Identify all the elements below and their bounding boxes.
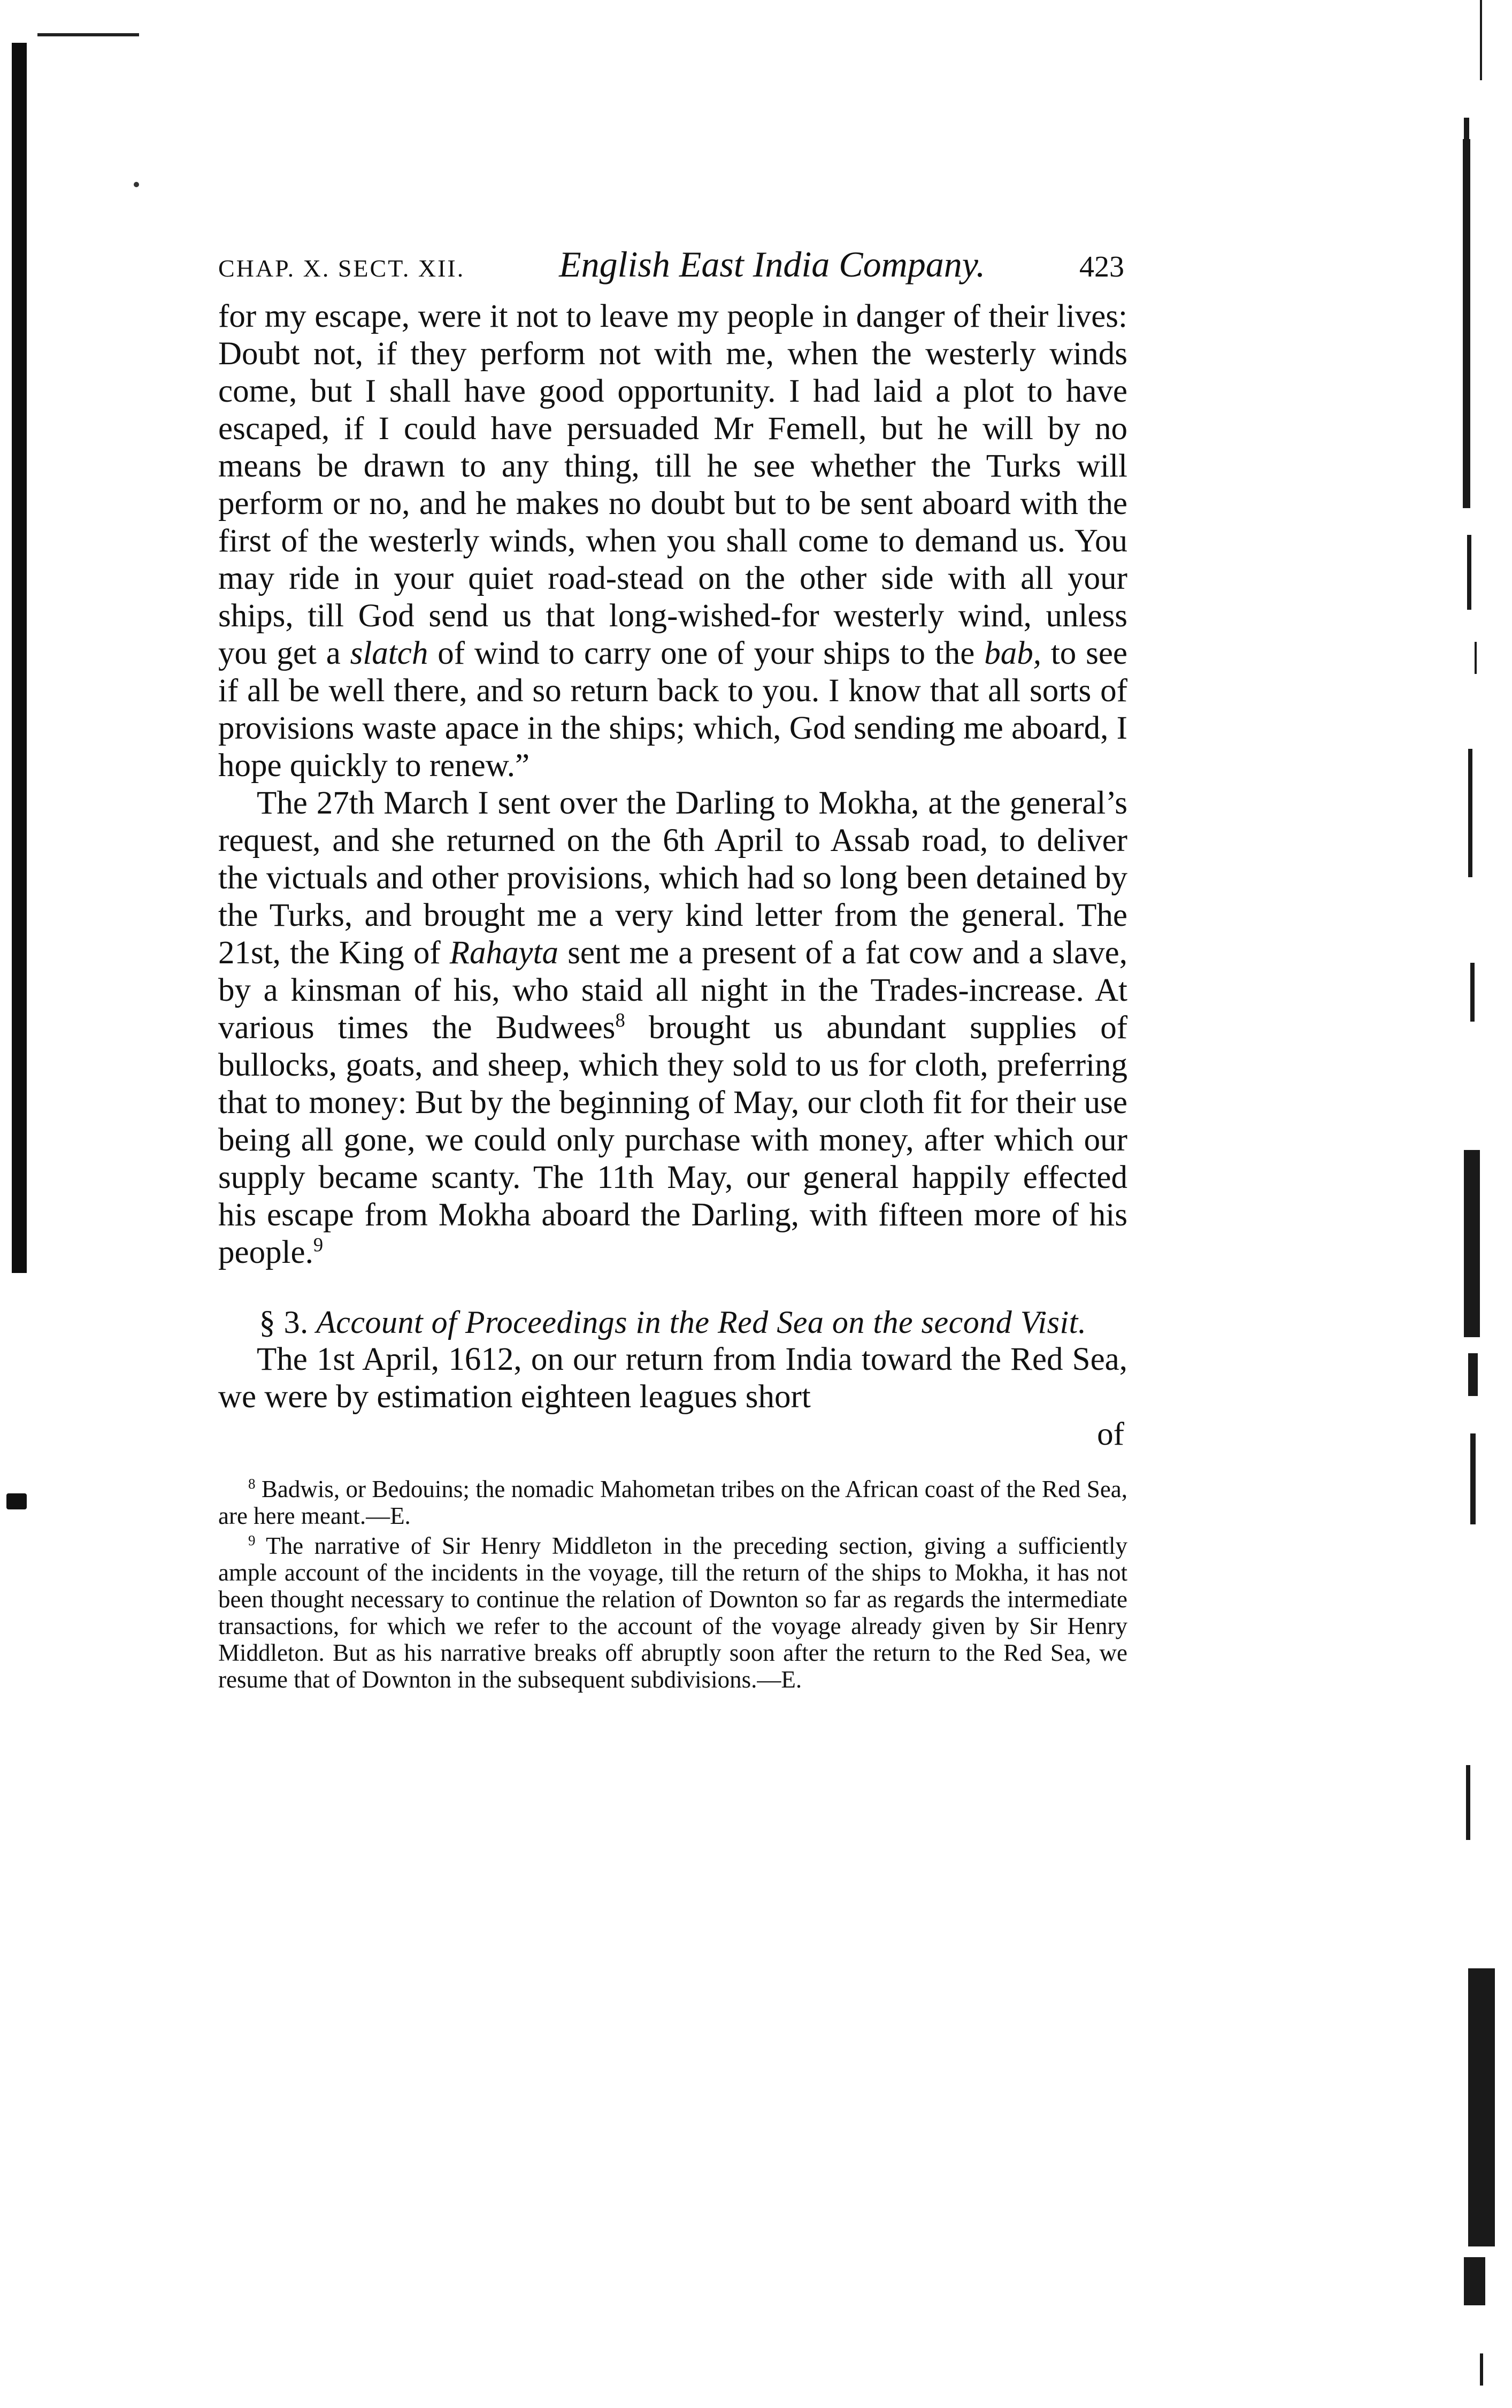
- italic-term: bab,: [984, 635, 1041, 671]
- paragraph-text: for my escape, were it not to leave my people in danger of their lives: Doubt not, if they perform not with me, when the westerly winds come, but I shall have good opportunity. I had laid a plot to have escaped, if I could have persuaded Mr Femell, but he will by no means be drawn to any thing, till he see whether the Turks will perform or no, and he makes no doubt but to be sent aboard with the first of the westerly winds, when you shall come to demand us. You may ride in your quiet road-stead on the other side with all your ships, till God send us that long-wished-for westerly wind, unless you get a: [218, 298, 1127, 671]
- section-number: § 3.: [259, 1305, 309, 1340]
- paragraph-text: to see if all be well there, and so return back to you. I know that all sorts of provisions waste apace in the ships; which, God sending me aboard, I hope quickly to renew.”: [218, 635, 1128, 784]
- footnote-ref: 8: [615, 1009, 625, 1031]
- footnote-text: The narrative of Sir Henry Middleton in the preceding section, giving a sufficiently ample account of the incidents in the voyage, till the return of the ships to Mokha, it has not been thought necessary to continue the relation of Downton so far as regards the intermediate transactions, for which we refer to the account of the voyage already given by Sir Henry Middleton. But as his narrative breaks off abruptly soon after the return to the Red Sea, we resume that of Downton in the subsequent subdivisions.—E.: [218, 1532, 1127, 1693]
- catchword: of: [1097, 1416, 1124, 1452]
- footnote-mark: 9: [248, 1532, 256, 1548]
- book-page: [218, 243, 1127, 1696]
- paragraph-continuation: [218, 298, 1127, 785]
- scan-edge-mark: [6, 1493, 27, 1509]
- running-title: English East India Company.: [559, 244, 986, 285]
- scan-top-mark: [37, 33, 139, 36]
- paragraph-text: of wind to carry one of your ships to the: [438, 635, 975, 671]
- page-number: 423: [1079, 250, 1124, 283]
- footnote-mark: 8: [248, 1476, 256, 1492]
- section-title: Account of Proceedings in the Red Sea on the second Visit.: [316, 1305, 1087, 1340]
- scan-right-page-edge: [1400, 0, 1512, 2408]
- paragraph-text: The 27th March I sent over the Darling to Mokha, at the general’s request, and she returned on the 6th April to Assab road, to deliver the victuals and other provisions, which had so long been detained by the Turks, and brought me a very kind letter from the general. The 21st, the King of: [218, 785, 1127, 971]
- footnote-8: [218, 1476, 1127, 1529]
- footnote-9: [218, 1532, 1127, 1693]
- italic-term: slatch: [350, 635, 428, 671]
- chapter-section-ref: CHAP. X. SECT. XII.: [218, 255, 465, 282]
- footnote-text: Badwis, or Bedouins; the nomadic Mahometan tribes on the African coast of the Red Sea, are here meant.—E.: [218, 1476, 1128, 1529]
- paragraph: The 1st April, 1612, on our return from India toward the Red Sea, we were by estimation eighteen leagues short: [218, 1341, 1127, 1415]
- main-text: [218, 298, 1127, 1453]
- section-heading: [218, 1303, 1127, 1341]
- paragraph-text: brought us abundant supplies of bullocks, goats, and sheep, which they sold to us for cloth, preferring that to money: But by the beginning of May, our cloth fit for their use being all gone, we could only purchase with money, after which our supply became scanty. The 11th May, our general happily effected his escape from Mokha aboard the Darling, with fifteen more of his people.: [218, 1010, 1128, 1270]
- paragraph-text: sent me a present of a fat cow and a slave, by a kinsman of his, who staid all night in the Trades-increase. At various times the Budwees: [218, 935, 1127, 1046]
- scan-speck: [134, 182, 139, 187]
- italic-place-name: Rahayta: [449, 935, 559, 971]
- running-head: [218, 243, 1127, 289]
- footnote-ref: 9: [313, 1233, 324, 1256]
- footnotes: [218, 1476, 1127, 1693]
- scan-binding-shadow: [12, 43, 27, 1273]
- paragraph: [218, 785, 1127, 1271]
